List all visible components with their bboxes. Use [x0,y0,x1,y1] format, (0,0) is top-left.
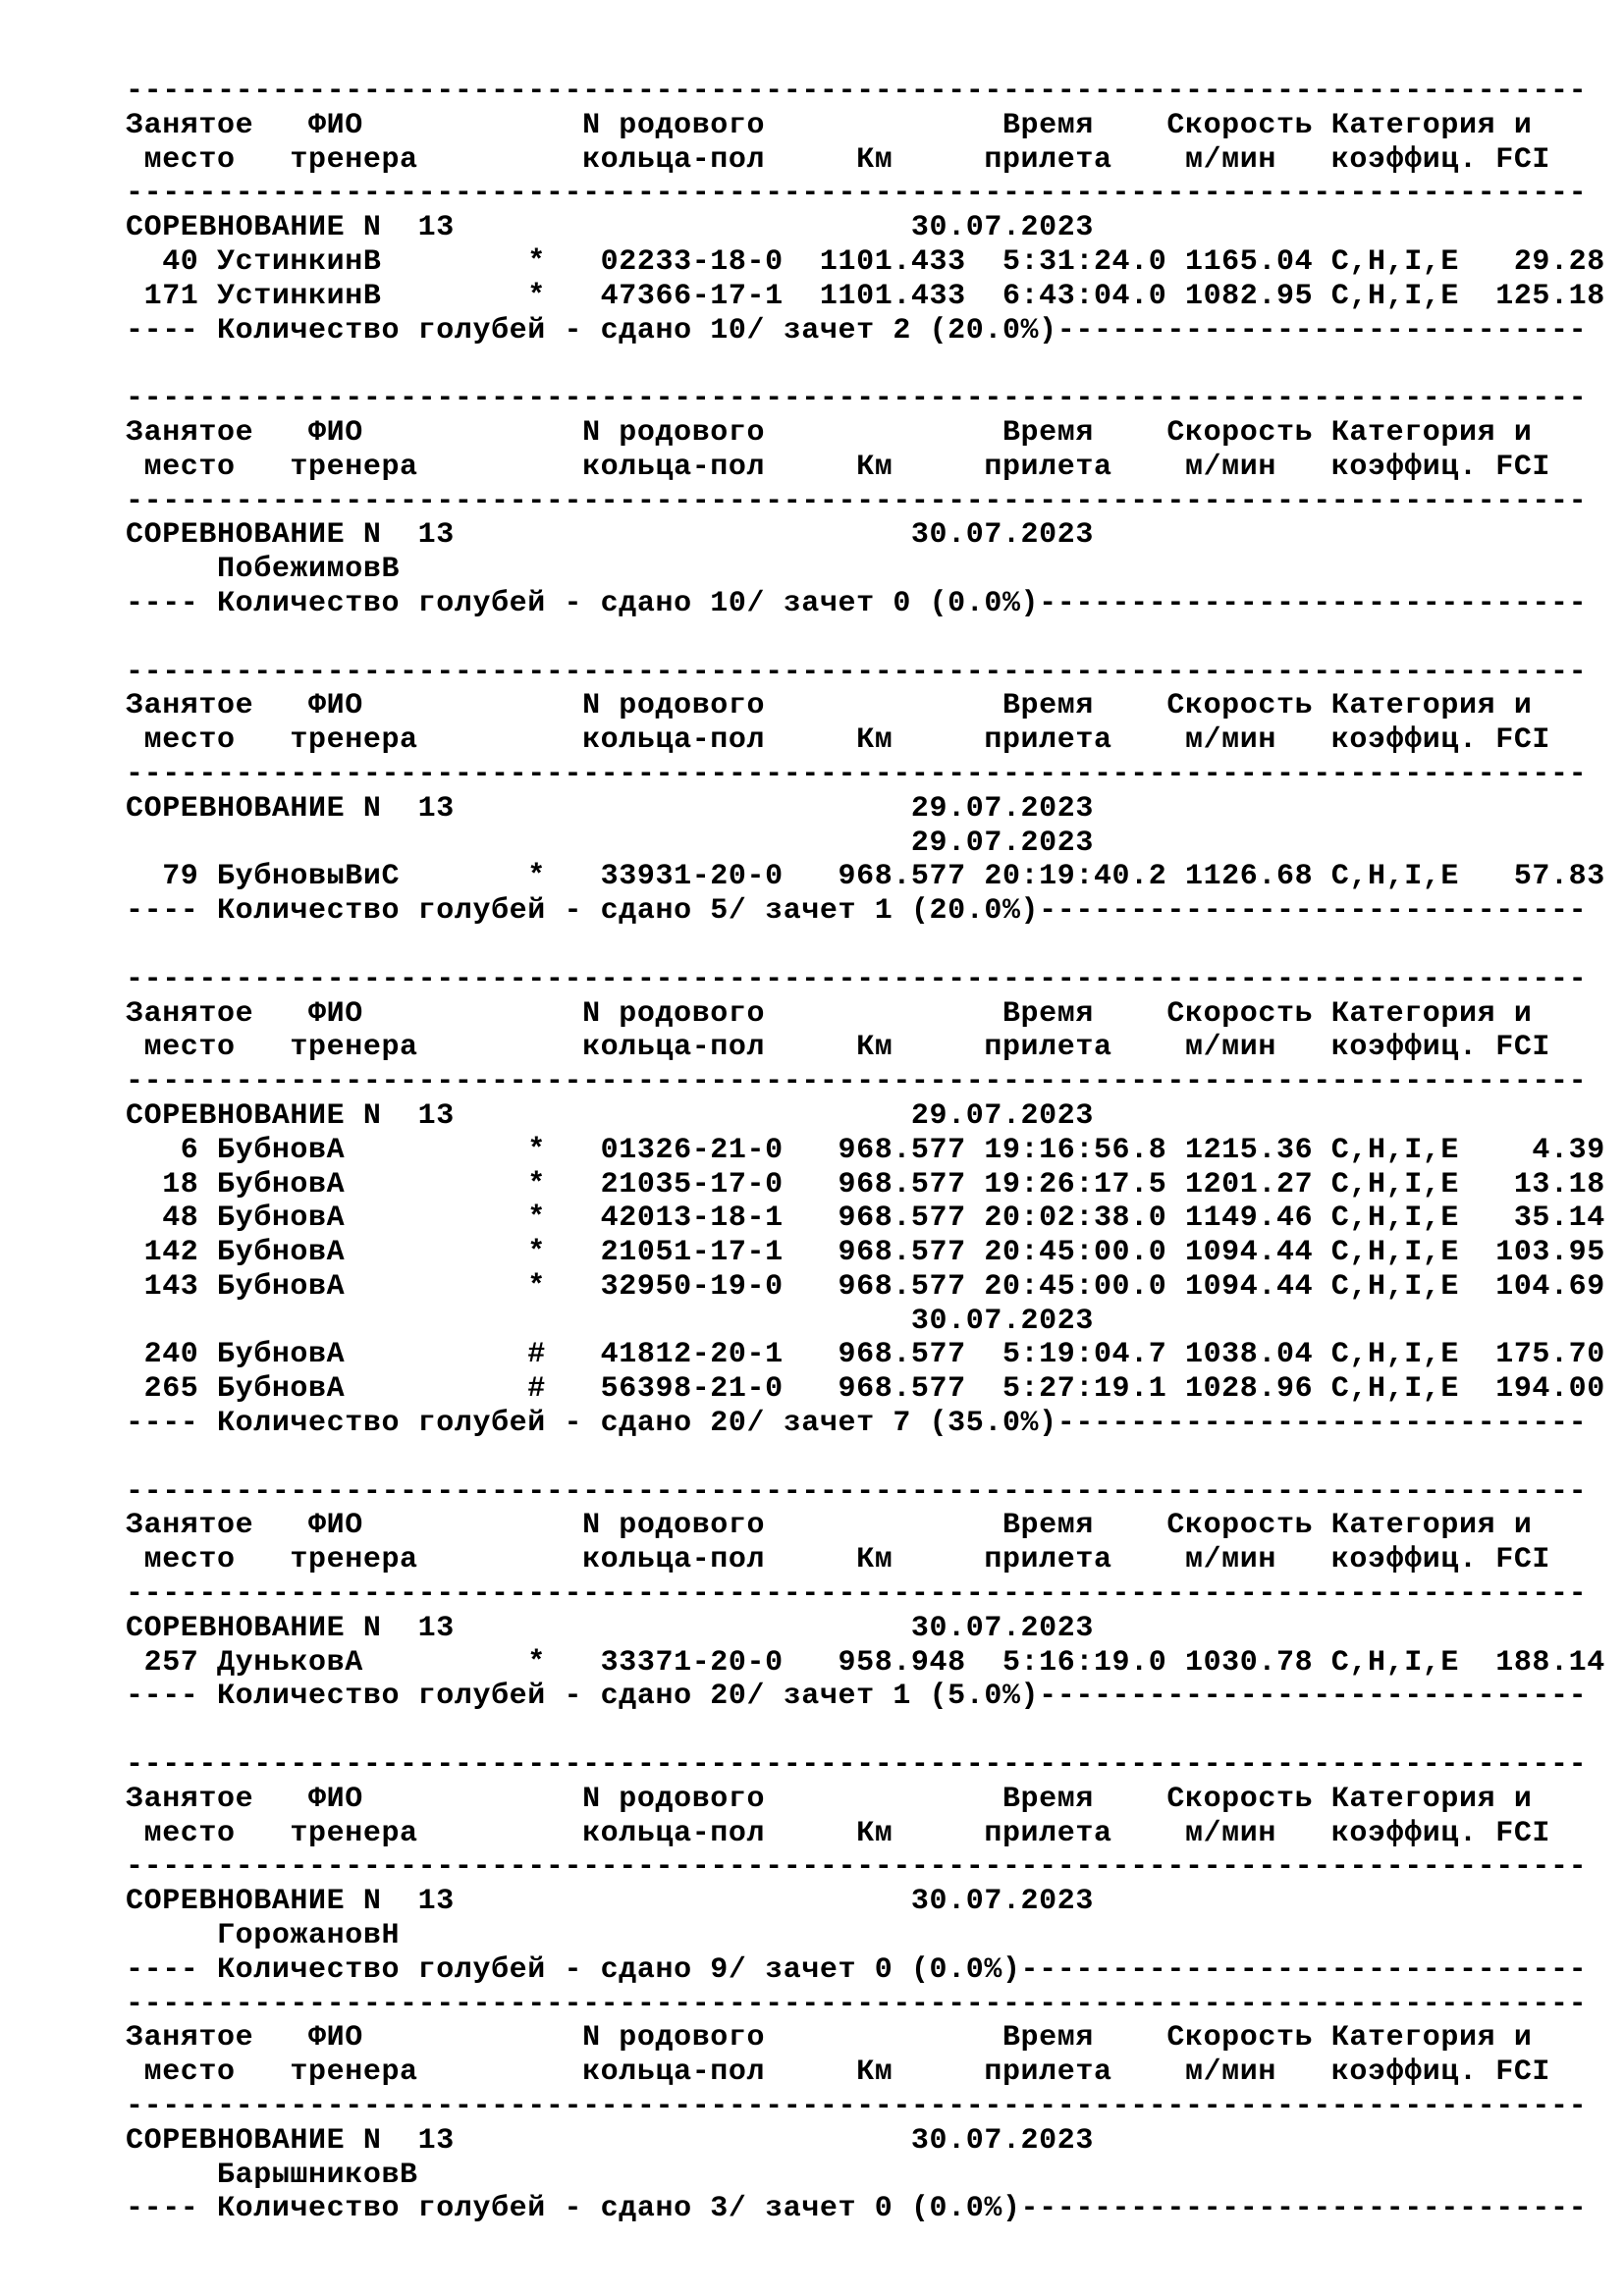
result-row: 6 БубновА * 01326-21-0 968.577 19:16:56.8 1215.36 C,H,I,E 4.39 [126,1133,1605,1167]
column-subheader-line: место тренера кольца-пол Км прилета м/мин коэффиц. FCI [126,142,1551,177]
competition-title-line: СОРЕВНОВАНИЕ N 13 30.07.2023 [126,1885,1094,1919]
divider-line: -------------------------------------------------------------------------------- [126,484,1588,518]
summary-line: ---- Количество голубей - сдано 5/ зачет 1 (20.0%)------------------------------ [126,894,1588,929]
divider-line: -------------------------------------------------------------------------------- [126,1987,1588,2021]
date-line: 30.07.2023 [126,1304,1094,1338]
column-subheader-line: место тренера кольца-пол Км прилета м/мин коэффиц. FCI [126,1543,1551,1577]
divider-line: -------------------------------------------------------------------------------- [126,1577,1588,1612]
divider-line: -------------------------------------------------------------------------------- [126,2090,1588,2124]
divider-line: -------------------------------------------------------------------------------- [126,655,1588,689]
competition-title-line: СОРЕВНОВАНИЕ N 13 30.07.2023 [126,1611,1094,1645]
result-row: 40 УстинкинВ * 02233-18-0 1101.433 5:31:24.0 1165.04 C,H,I,E 29.28 [126,244,1605,279]
column-subheader-line: место тренера кольца-пол Км прилета м/мин коэффиц. FCI [126,450,1551,484]
column-header-line: Занятое ФИО N родового Время Скорость Категория и [126,108,1533,142]
column-header-line: Занятое ФИО N родового Время Скорость Категория и [126,2021,1533,2056]
competition-results-report [126,75,1605,2226]
competition-title-line: СОРЕВНОВАНИЕ N 13 30.07.2023 [126,518,1094,553]
result-row: 48 БубновА * 42013-18-1 968.577 20:02:38.0 1149.46 C,H,I,E 35.14 [126,1201,1605,1236]
competition-title-line: СОРЕВНОВАНИЕ N 13 30.07.2023 [126,2123,1094,2158]
result-row: 257 ДуньковА * 33371-20-0 958.948 5:16:19.0 1030.78 C,H,I,E 188.14 [126,1645,1605,1680]
result-row: 171 УстинкинВ * 47366-17-1 1101.433 6:43:04.0 1082.95 C,H,I,E 125.18 [126,279,1605,313]
divider-line: -------------------------------------------------------------------------------- [126,1474,1588,1509]
column-header-line: Занятое ФИО N родового Время Скорость Категория и [126,1782,1533,1816]
blank-line [126,621,1598,656]
result-row: 79 БубновыВиС * 33931-20-0 968.577 20:19:40.2 1126.68 C,H,I,E 57.83 [126,860,1605,894]
divider-line: -------------------------------------------------------------------------------- [126,75,1588,108]
owner-name-line: ГорожановН [126,1919,401,1953]
column-subheader-line: место тренера кольца-пол Км прилета м/мин коэффиц. FCI [126,1816,1551,1850]
blank-line [126,347,1598,382]
blank-line [126,1714,1598,1748]
divider-line: -------------------------------------------------------------------------------- [126,1850,1588,1885]
divider-line: -------------------------------------------------------------------------------- [126,1065,1588,1099]
competition-title-line: СОРЕВНОВАНИЕ N 13 29.07.2023 [126,1098,1094,1133]
blank-line [126,1441,1598,1475]
divider-line: -------------------------------------------------------------------------------- [126,962,1588,996]
summary-line: ---- Количество голубей - сдано 20/ зачет 7 (35.0%)----------------------------- [126,1407,1588,1441]
column-subheader-line: место тренера кольца-пол Км прилета м/мин коэффиц. FCI [126,723,1551,758]
column-header-line: Занятое ФИО N родового Время Скорость Категория и [126,689,1533,723]
competition-title-line: СОРЕВНОВАНИЕ N 13 30.07.2023 [126,211,1094,245]
competition-title-line: СОРЕВНОВАНИЕ N 13 29.07.2023 [126,791,1094,826]
summary-line: ---- Количество голубей - сдано 20/ зачет 1 (5.0%)------------------------------ [126,1680,1588,1714]
column-subheader-line: место тренера кольца-пол Км прилета м/мин коэффиц. FCI [126,1031,1551,1065]
result-row: 143 БубновА * 32950-19-0 968.577 20:45:00.0 1094.44 C,H,I,E 104.69 [126,1269,1605,1304]
column-header-line: Занятое ФИО N родового Время Скорость Категория и [126,415,1533,450]
summary-line: ---- Количество голубей - сдано 10/ зачет 0 (0.0%)------------------------------ [126,586,1588,620]
column-header-line: Занятое ФИО N родового Время Скорость Категория и [126,1509,1533,1543]
column-header-line: Занятое ФИО N родового Время Скорость Категория и [126,996,1533,1031]
date-line: 29.07.2023 [126,826,1094,860]
summary-line: ---- Количество голубей - сдано 3/ зачет 0 (0.0%)------------------------------- [126,2192,1588,2226]
summary-line: ---- Количество голубей - сдано 9/ зачет 0 (0.0%)------------------------------- [126,1952,1588,1987]
owner-name-line: ПобежимовВ [126,553,401,587]
result-row: 142 БубновА * 21051-17-1 968.577 20:45:00.0 1094.44 C,H,I,E 103.95 [126,1236,1605,1270]
divider-line: -------------------------------------------------------------------------------- [126,177,1588,211]
divider-line: -------------------------------------------------------------------------------- [126,382,1588,416]
result-row: 265 БубновА # 56398-21-0 968.577 5:27:19.1 1028.96 C,H,I,E 194.00 [126,1372,1605,1407]
divider-line: -------------------------------------------------------------------------------- [126,757,1588,791]
blank-line [126,929,1598,963]
divider-line: -------------------------------------------------------------------------------- [126,1748,1588,1783]
summary-line: ---- Количество голубей - сдано 10/ зачет 2 (20.0%)----------------------------- [126,313,1588,347]
column-subheader-line: место тренера кольца-пол Км прилета м/мин коэффиц. FCI [126,2056,1551,2090]
owner-name-line: БарышниковВ [126,2158,418,2192]
result-row: 18 БубновА * 21035-17-0 968.577 19:26:17.5 1201.27 C,H,I,E 13.18 [126,1167,1605,1201]
result-row: 240 БубновА # 41812-20-1 968.577 5:19:04.7 1038.04 C,H,I,E 175.70 [126,1338,1605,1372]
